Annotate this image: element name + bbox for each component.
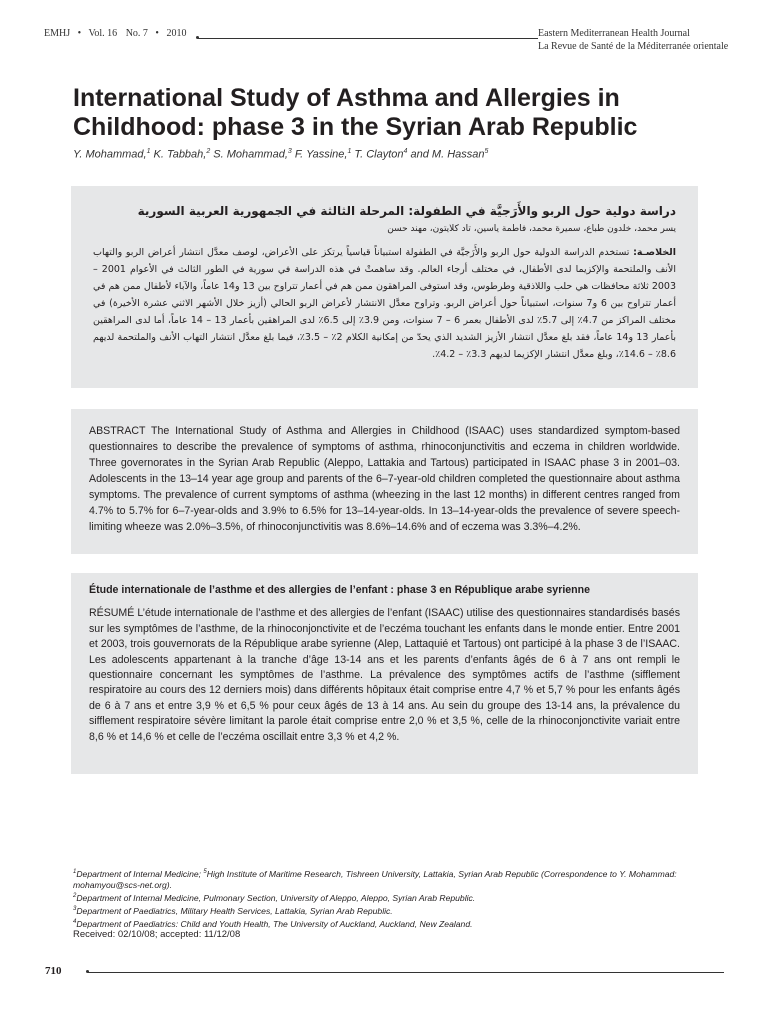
french-abstract-text: RÉSUMÉ L’étude internationale de l’asthme et des allergies de l’enfant (ISAAC) utilise des questionnaires standardisés basés sur les symptômes de l’asthme, de la rhinoconjonctivite et de l’eczéma touchant les enfants dans le monde entier. Entre 2001 et 2003, trois gouvernorats de la République arabe syrienne (Alep, Lattaquié et Tartous) ont participé à la phase 3 de l’ISAAC. Les adolescents appartenant à la tranche d’âge 13-14 ans et les parents d’enfants âgés de 6 à 7 ans ont rempli le questionnaire concernant les symptômes de l’asthme. La prévalence des symptômes actifs de l’asthme (sifflement respiratoire au cours des 12 derniers mois) dans différents hôpitaux était comprise entre 4,7 % et 5,7 % pour les enfants âgés de 6 à 7 ans et entre 3,9 % et 6,5 % pour ceux âgés de 13 à 14 ans. Au sein du groupe des 13-14 ans, la prévalence du sifflement respiratoire sévère limitant la parole était comprise entre 2,0 % et 3,5 %, celle de la rhinoconjonctivite variait entre 8,6 % et 14,6 % et celle de l’eczéma oscillait entre 3,3 % et 4,2 %. [89,607,680,743]
footnote-text: Department of Internal Medicine, Pulmonary Section, University of Aleppo, Aleppo, Syrian Arab Republic. [76,892,476,903]
received-dates: Received: 02/10/08; accepted: 11/12/08 [73,929,241,940]
year: 2010 [166,28,187,39]
page-number: 710 [45,965,62,977]
author-affiliation: 1 [347,148,352,155]
running-header [44,28,186,39]
author-affiliation: 3 [287,148,292,155]
journal-name-fr: La Revue de Santé de la Méditerranée orientale [538,41,729,52]
french-title: Étude internationale de l’asthme et des allergies de l’enfant : phase 3 en République arabe syrienne [89,584,590,596]
footnote-mark: 2 [73,892,77,899]
author-name: Y. Mohammad, [73,148,147,161]
footnote-mark: 3 [73,905,77,912]
arabic-title: دراسة دولية حول الربو والأَرَجيَّة في الطفولة: المرحلة الثالثة في الجمهورية العربية السورية [137,204,676,218]
footnote-text: Department of Paediatrics: Child and Youth Health, The University of Auckland, Auckland, New Zealand. [76,918,473,929]
affiliation-footnotes [73,867,699,929]
volume: Vol. 16 [88,28,118,39]
french-abstract-box [71,573,698,774]
footnote-text: High Institute of Maritime Research, Tishreen University, Lattakia, Syrian Arab Republic (Correspondence to Y. Mohammad: mohamyou@scs-net.org). [73,868,677,890]
header-bullet: • [155,28,159,39]
journal-abbr: EMHJ [44,28,71,39]
journal-name-block [538,27,728,53]
footnote-mark: 1 [73,869,77,875]
author-affiliation: 4 [403,148,408,155]
footnote [73,891,699,904]
arabic-abstract-body: تستخدم الدراسة الدولية حول الربو والأَرَجيَّة في الطفولة استبياناً قياسياً يرتكز على الأعراض، لوصف معدَّل انتشار أعراض الربو والتهاب الأنف والملتحمة والإكزيما لدى الأطفال، في مختلف أرجاء العالم. وقد ساهمتْ في هذه الدراسة في سورية في الطور الثالث في الأعوام 2001 – 2003 ثلاثة محافظات هي حلب واللاذقية وطرطوس، وقد استوفى المراهقون ممن هم في أعمار تتراوح بين 13 و14 عاماً، والآباء لأطفال ممن هم في أعمار تتراوح بين 6 و7 سنوات، استبياناً حول أعراض الربو. وتراوح معدَّل الانتشار لأعراض الربو الحالي (أزيز خلال الأشهر الاثني عشرة الأخيرة) في مختلف المراكز من 4.7٪ إلى 5.7٪ لدى الأطفال بعمر 6 – 7 سنوات، ومن 3.9٪ إلى 6.5٪ لدى المراهقين بأعمار 13 – 14 عاماً، أما لدى المراهقين بأعمار 13 و14 عاماً، فقد بلغ معدَّل انتشار الأزيز الشديد الذي يحدّ من إمكانية الكلام 2٪ – 3.5٪، فيما بلغ معدَّل انتشار التهاب الأنف والملتحمة لديهم 8.6٪ – 14.6٪، وبلغ معدَّل انتشار الإكزيما لديهم 3.3٪ – 4.2٪. [93,247,676,360]
author-name: S. Mohammad, [210,148,288,161]
footer-rule [88,972,724,973]
footnote [73,904,699,917]
author-name: F. Yassine, [291,148,348,161]
author-affiliation: 2 [206,148,211,155]
arabic-authors: يسر محمد، خلدون طباع، سميرة محمد، فاطمة ياسين، تاد كلايتون، مهند حسن [387,224,676,234]
author-name: and M. Hassan [407,148,485,161]
footnote [73,867,699,891]
english-abstract-box [71,409,698,554]
arabic-abstract-label: الخلاصـة: [633,247,676,258]
footnote-text: Department of Paediatrics, Military Health Services, Lattakia, Syrian Arab Republic. [76,905,393,916]
arabic-abstract-text [93,244,676,363]
author-affiliation: 1 [146,148,151,155]
journal-name-en: Eastern Mediterranean Health Journal [538,28,690,39]
issue-number: No. 7 [125,28,148,39]
author-list [73,148,488,161]
arabic-abstract-box [71,186,698,388]
footnote-mark: 4 [73,918,77,925]
header-bullet: • [77,28,82,39]
footnote-text: Department of Internal Medicine; [76,868,204,879]
author-name: T. Clayton [351,148,404,161]
english-abstract-text: ABSTRACT The International Study of Asthma and Allergies in Childhood (ISAAC) uses standardized symptom-based questionnaires to describe the prevalence of symptoms of asthma, rhinoconjunctivitis and eczema in children worldwide. Three governorates in the Syrian Arab Republic (Aleppo, Lattakia and Tartous) participated in ISAAC phase 3 in 2001–03. Adolescents in the 13–14 year age group and parents of the 6–7-year-old children completed the questionnaire about asthma symptoms. The prevalence of current symptoms of asthma (wheezing in the last 12 months) in different centres ranged from 4.7% to 5.7% for 6–7-year-olds and 3.9% to 6.5% for 13–14-year-olds. In 13–14-year-olds the prevalence of severe speech-limiting wheeze was 2.0%–3.5%, of rhinoconjunctivitis was 8.6%–14.6% and of eczema was 3.3%–4.2%. [89,425,680,533]
author-affiliation: 5 [484,148,489,155]
footnote-mark: 5 [203,869,207,875]
article-title: International Study of Asthma and Allergies in Childhood: phase 3 in the Syrian Arab Republic [73,84,638,141]
footnote [73,917,699,930]
header-rule [198,38,538,39]
author-name: K. Tabbah, [150,148,207,161]
